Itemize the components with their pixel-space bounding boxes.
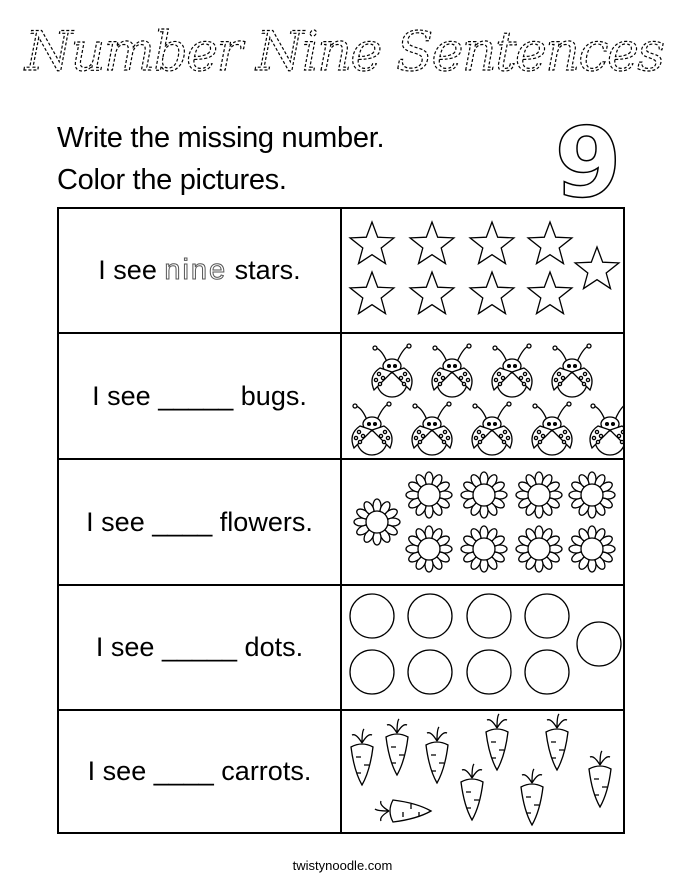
ladybug-icon: [352, 402, 392, 455]
carrot-icon: [589, 751, 611, 807]
ladybug-icon: [372, 344, 412, 397]
dot-icon: [408, 594, 452, 638]
sentence-suffix: dots.: [237, 632, 304, 662]
star-icon: [470, 272, 514, 314]
carrot-icon: [546, 714, 568, 770]
picture-cell: [342, 460, 623, 584]
star-icon: [470, 222, 514, 264]
flower-icon: [569, 472, 615, 518]
picture-group: [342, 586, 623, 711]
star-icon: [575, 247, 619, 289]
answer-blank[interactable]: _____: [161, 632, 238, 662]
star-icon: [350, 222, 394, 264]
dot-icon: [467, 650, 511, 694]
sentence-suffix: carrots.: [213, 756, 312, 786]
sentence-suffix: stars.: [227, 255, 301, 285]
dot-icon: [350, 594, 394, 638]
flower-icon: [406, 526, 452, 572]
carrot-icon: [486, 714, 508, 770]
star-icon: [528, 222, 572, 264]
ladybug-icon: [472, 402, 512, 455]
picture-cell: [342, 334, 623, 458]
flower-icon: [461, 472, 507, 518]
flower-icon: [406, 472, 452, 518]
instruction-line-1: Write the missing number.: [57, 122, 385, 154]
sentence-cell: [59, 334, 342, 458]
svg-text:9: 9: [554, 118, 622, 208]
table-row: [59, 209, 623, 334]
carrot-icon: [375, 800, 431, 822]
table-row: [59, 460, 623, 586]
sentence-suffix: flowers.: [212, 506, 313, 537]
picture-group: [342, 460, 623, 586]
dot-icon: [525, 650, 569, 694]
instruction-line-2: Color the pictures.: [57, 164, 287, 196]
answer-blank[interactable]: nine: [164, 254, 228, 286]
carrot-icon: [386, 719, 408, 775]
answer-blank[interactable]: _____: [158, 380, 234, 411]
ladybug-icon: [590, 402, 623, 455]
ladybug-icon: [492, 344, 532, 397]
flower-icon: [461, 526, 507, 572]
sentence-cell: [59, 586, 342, 709]
star-icon: [350, 272, 394, 314]
sentence-prefix: I see: [98, 255, 165, 285]
picture-cell: [342, 209, 623, 332]
star-icon: [528, 272, 572, 314]
picture-cell: [342, 711, 623, 832]
star-icon: [410, 222, 454, 264]
table-row: [59, 334, 623, 460]
dot-icon: [577, 622, 621, 666]
sentence-prefix: I see: [95, 632, 162, 662]
carrot-icon: [521, 769, 543, 825]
carrot-icon: [426, 727, 448, 783]
footer-credit: twistynoodle.com: [292, 858, 393, 873]
sentence-cell: [59, 209, 342, 332]
sentence-table: [57, 207, 625, 834]
answer-blank[interactable]: ____: [153, 756, 214, 786]
flower-icon: [516, 472, 562, 518]
picture-cell: [342, 586, 623, 709]
ladybug-icon: [432, 344, 472, 397]
table-row: [59, 586, 623, 711]
dot-icon: [408, 650, 452, 694]
picture-group: [342, 209, 623, 334]
answer-blank[interactable]: ____: [152, 506, 213, 537]
sentence-prefix: I see: [86, 506, 153, 537]
svg-text:Number Nine Sentences: Number Nine Sentences: [25, 20, 665, 83]
sentence-prefix: I see: [87, 756, 154, 786]
sentence-prefix: I see: [92, 380, 159, 411]
picture-group: [342, 711, 623, 832]
ladybug-icon: [412, 402, 452, 455]
ladybug-icon: [532, 402, 572, 455]
sentence-cell: [59, 711, 342, 832]
dot-icon: [467, 594, 511, 638]
carrot-icon: [461, 764, 483, 820]
sentence-cell: [59, 460, 342, 584]
outlined-number: [548, 118, 628, 208]
worksheet-title: [20, 12, 670, 92]
picture-group: [342, 334, 623, 460]
flower-icon: [354, 499, 400, 545]
ladybug-icon: [552, 344, 592, 397]
flower-icon: [569, 526, 615, 572]
table-row: [59, 711, 623, 832]
carrot-icon: [351, 729, 373, 785]
dot-icon: [525, 594, 569, 638]
star-icon: [410, 272, 454, 314]
flower-icon: [516, 526, 562, 572]
dot-icon: [350, 650, 394, 694]
sentence-suffix: bugs.: [233, 380, 307, 411]
